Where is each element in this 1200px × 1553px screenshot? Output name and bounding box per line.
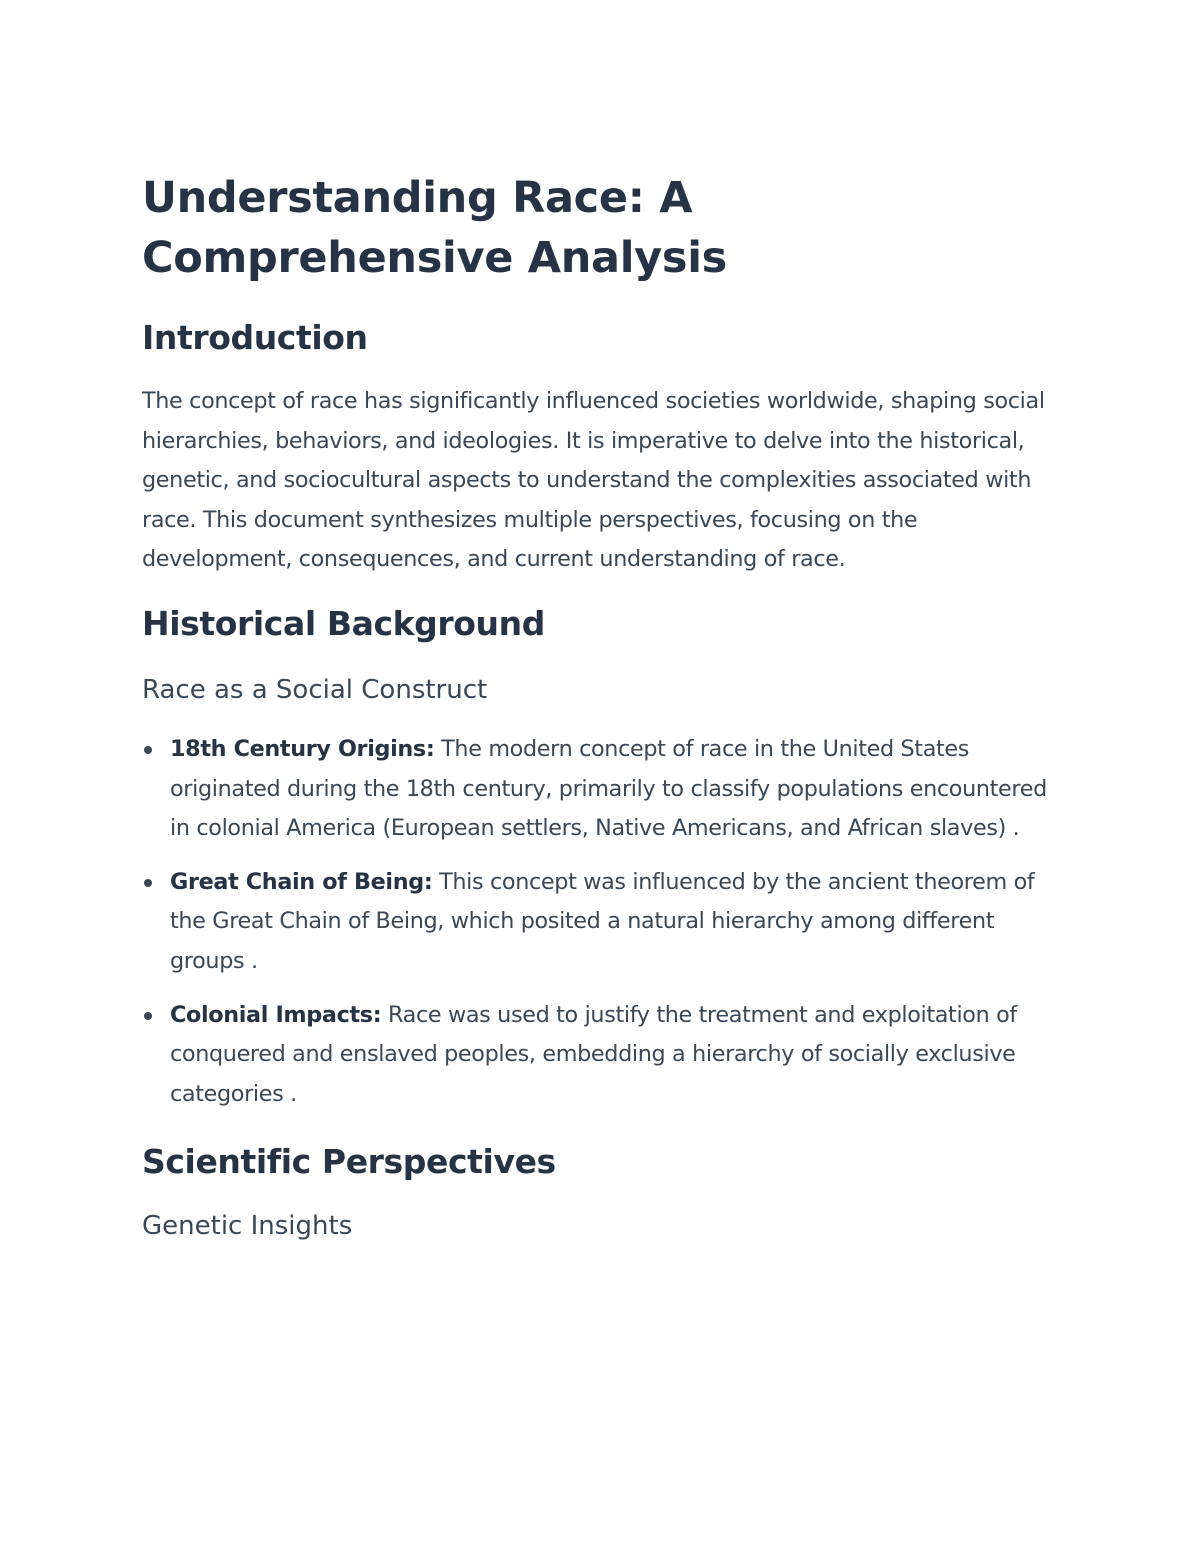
- list-item: [142, 996, 1072, 1115]
- introduction-paragraph: The concept of race has significantly influenced societies worldwide, shaping social hierarchies, behaviors, and ideologies. It is imperative to delve into the historical, genetic, and sociocultural aspects to understand the complexities associated with race. This document synthesizes multiple perspectives, focusing on the development, consequences, and current understanding of race.: [142, 388, 1045, 573]
- bullet-icon: [144, 879, 152, 887]
- bullet-text: This concept was influenced by the ancient theorem of the Great Chain of Being, which posited a natural hierarchy among different groups .: [170, 868, 1035, 974]
- document-page: [142, 168, 1072, 1244]
- bullet-term: Colonial Impacts:: [170, 1001, 382, 1028]
- historical-bullet-list: [142, 730, 1072, 1114]
- subheading-race-social-construct: Race as a Social Construct: [142, 674, 488, 705]
- section-heading-introduction: Introduction: [142, 318, 368, 357]
- document-title: Understanding Race: A Comprehensive Analysis: [142, 173, 727, 283]
- bullet-text: The modern concept of race in the United States originated during the 18th century, primarily to classify populations encountered in colonial America (European settlers, Native Americans, and African slaves) .: [170, 735, 1047, 842]
- list-item: [142, 863, 1072, 982]
- bullet-icon: [144, 746, 152, 754]
- section-heading-scientific-perspectives: Scientific Perspectives: [142, 1142, 556, 1182]
- bullet-text: Race was used to justify the treatment and exploitation of conquered and enslaved peoples, embedding a hierarchy of socially exclusive categories .: [170, 1001, 1017, 1107]
- bullet-term: Great Chain of Being:: [170, 868, 433, 895]
- subheading-genetic-insights: Genetic Insights: [142, 1211, 353, 1242]
- bullet-term: 18th Century Origins:: [170, 735, 435, 762]
- section-heading-historical-background: Historical Background: [142, 603, 545, 643]
- bullet-icon: [144, 1012, 152, 1020]
- list-item: [142, 730, 1072, 849]
